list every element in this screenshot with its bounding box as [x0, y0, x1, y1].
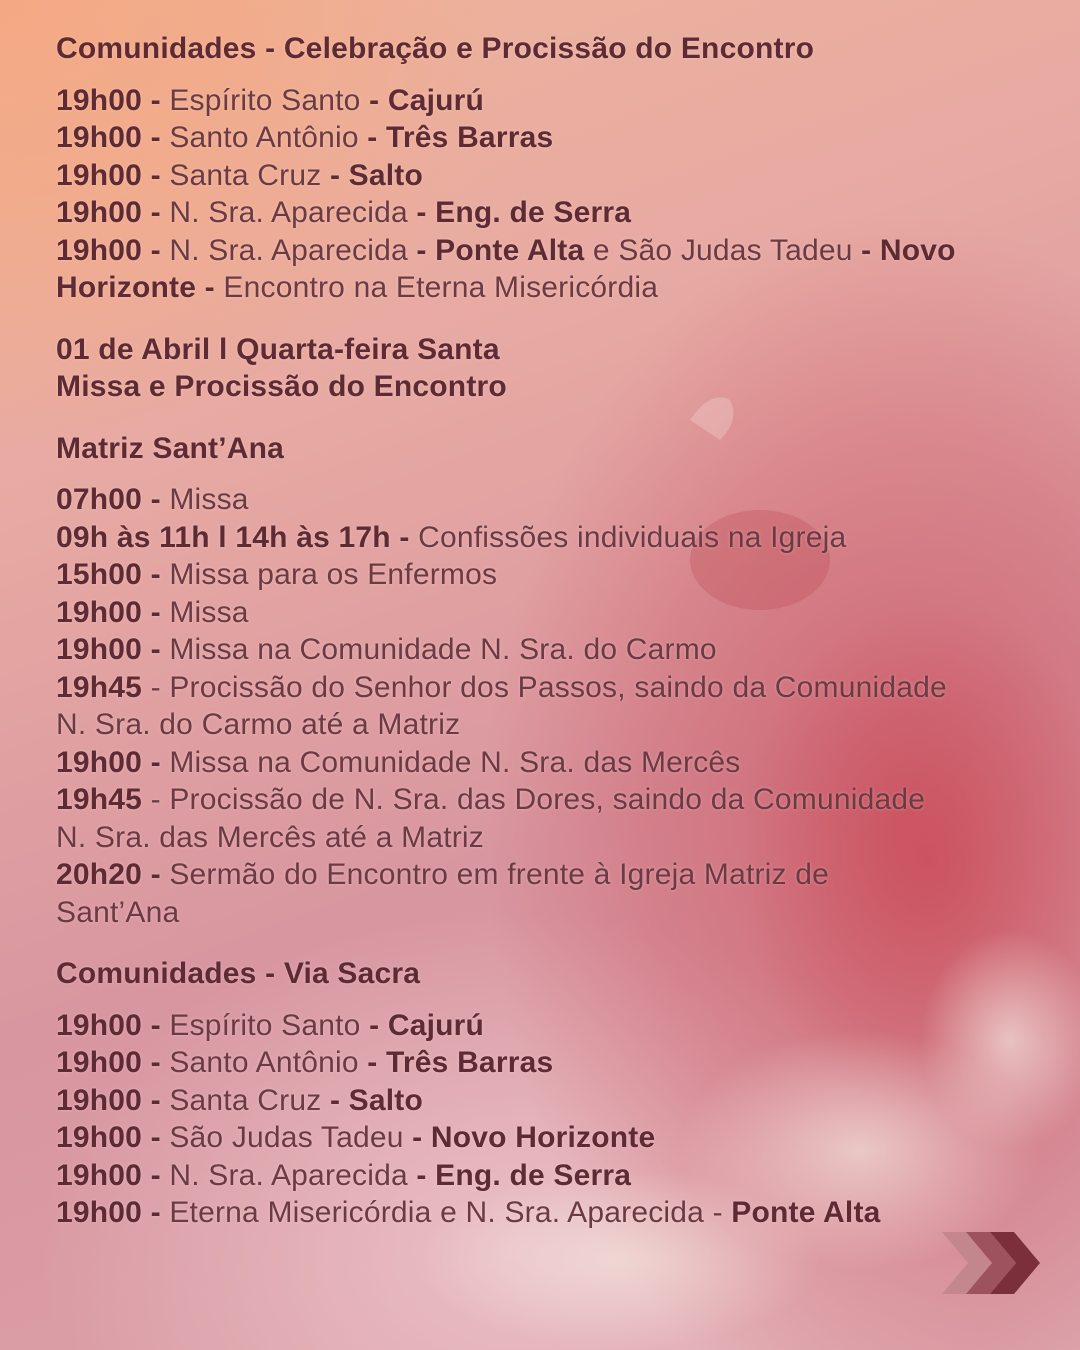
schedule-entry — [56, 1157, 956, 1195]
entry-text: - Procissão de N. Sra. das Dores, saindo da Comunidade N. Sra. das Mercês até a Matriz — [56, 783, 926, 854]
entry-bold-text: - Três Barras — [367, 1046, 554, 1079]
schedule-entry — [56, 157, 956, 195]
entry-bold-text: - Eng. de Serra — [416, 1158, 632, 1192]
entry-bold-text: - Salto — [329, 1083, 424, 1117]
schedule-list — [56, 1007, 956, 1232]
entry-bold-text: 19h00 - — [56, 1158, 170, 1192]
entry-bold-text: 19h00 - — [56, 1008, 170, 1042]
entry-bold-text: - Cajurú — [369, 1008, 485, 1042]
entry-text: Santa Cruz — [169, 158, 330, 192]
entry-text: Espírito Santo — [169, 1008, 370, 1042]
entry-bold-text: 19h00 - — [56, 158, 170, 192]
section-title: Matriz Sant’Ana — [56, 431, 285, 465]
entry-bold-text: 19h45 — [56, 783, 143, 816]
schedule-entry — [56, 1082, 956, 1120]
entry-bold-text: 07h00 - — [56, 483, 170, 516]
entry-text: N. Sra. Aparecida — [169, 196, 417, 229]
entry-bold-text: 09h às 11h l 14h às 17h - — [56, 520, 419, 554]
schedule-entry — [56, 119, 956, 157]
section-title: Comunidades - Celebração e Procissão do Encontro — [56, 32, 815, 65]
triple-chevron-right-icon[interactable] — [936, 1226, 1046, 1300]
entry-text: Santo Antônio — [169, 1046, 368, 1079]
entry-bold-text: 20h20 - — [56, 858, 170, 891]
entry-text: Confissões individuais na Igreja — [418, 520, 847, 554]
entry-bold-text: - Salto — [329, 158, 424, 192]
entry-bold-text: - Ponte Alta — [416, 233, 585, 267]
schedule-entry — [56, 781, 956, 856]
schedule-entry — [56, 669, 956, 744]
schedule-content — [56, 28, 956, 1232]
entry-bold-text: 19h00 - — [56, 745, 170, 779]
schedule-section — [56, 430, 956, 932]
entry-bold-text: 19h45 — [56, 670, 143, 704]
entry-text: Santo Antônio — [169, 121, 368, 154]
schedule-entry — [56, 631, 956, 669]
entry-bold-text: - Cajurú — [369, 83, 485, 117]
section-spacer — [56, 931, 956, 955]
entry-bold-text: Ponte Alta — [731, 1196, 881, 1229]
schedule-list — [56, 82, 956, 307]
entry-bold-text: - Três Barras — [367, 121, 554, 154]
entry-text: Missa na Comunidade N. Sra. das Mercês — [169, 745, 741, 779]
entry-text: São Judas Tadeu — [169, 1121, 413, 1154]
entry-bold-text: 19h00 - — [56, 83, 170, 117]
entry-bold-text: - Eng. de Serra — [416, 196, 632, 229]
entry-text: Missa — [169, 595, 249, 629]
schedule-entry — [56, 481, 956, 519]
section-title: 01 de Abril l Quarta-feira Santa — [56, 332, 500, 366]
entry-text: - Procissão do Senhor dos Passos, saindo da Comunidade N. Sra. do Carmo até a Matriz — [56, 670, 947, 741]
schedule-entry — [56, 1007, 956, 1045]
schedule-entry — [56, 1044, 956, 1082]
entry-text: Espírito Santo — [169, 83, 370, 117]
schedule-section — [56, 331, 956, 406]
entry-text: Encontro na Eterna Misericórdia — [214, 271, 659, 304]
schedule-entry — [56, 194, 956, 232]
schedule-entry — [56, 519, 956, 557]
entry-bold-text: 19h00 - — [56, 1121, 170, 1154]
schedule-entry — [56, 744, 956, 782]
schedule-entry — [56, 232, 956, 307]
entry-bold-text: - Novo Horizonte - — [56, 233, 956, 304]
section-spacer — [56, 307, 956, 331]
entry-bold-text: 19h00 - — [56, 1046, 170, 1079]
entry-text: Missa para os Enfermos — [169, 558, 498, 591]
schedule-entry — [56, 1119, 956, 1157]
entry-bold-text: 19h00 - — [56, 1196, 170, 1229]
entry-text: e São Judas Tadeu — [584, 233, 862, 267]
schedule-list — [56, 481, 956, 931]
entry-text: Missa na Comunidade N. Sra. do Carmo — [169, 633, 717, 666]
section-subtitle: Missa e Procissão do Encontro — [56, 370, 507, 403]
entry-text: Santa Cruz — [169, 1083, 330, 1117]
entry-bold-text: 15h00 - — [56, 558, 170, 591]
schedule-entry — [56, 556, 956, 594]
entry-text: Missa — [169, 483, 249, 516]
entry-bold-text: 19h00 - — [56, 595, 170, 629]
entry-bold-text: 19h00 - — [56, 633, 170, 666]
entry-text: N. Sra. Aparecida — [169, 233, 417, 267]
entry-text: N. Sra. Aparecida — [169, 1158, 417, 1192]
entry-bold-text: - Novo Horizonte — [412, 1121, 656, 1154]
schedule-section — [56, 955, 956, 1232]
schedule-entry — [56, 856, 956, 931]
entry-bold-text: 19h00 - — [56, 196, 170, 229]
schedule-section — [56, 30, 956, 307]
entry-bold-text: 19h00 - — [56, 233, 170, 267]
section-title: Comunidades - Via Sacra — [56, 957, 421, 990]
entry-text: Sermão do Encontro em frente à Igreja Matriz de Sant’Ana — [56, 858, 830, 929]
section-spacer — [56, 406, 956, 430]
entry-bold-text: 19h00 - — [56, 121, 170, 154]
schedule-entry — [56, 82, 956, 120]
schedule-entry — [56, 1194, 956, 1232]
schedule-entry — [56, 594, 956, 632]
entry-bold-text: 19h00 - — [56, 1083, 170, 1117]
entry-text: Eterna Misericórdia e N. Sra. Aparecida - — [169, 1196, 732, 1229]
